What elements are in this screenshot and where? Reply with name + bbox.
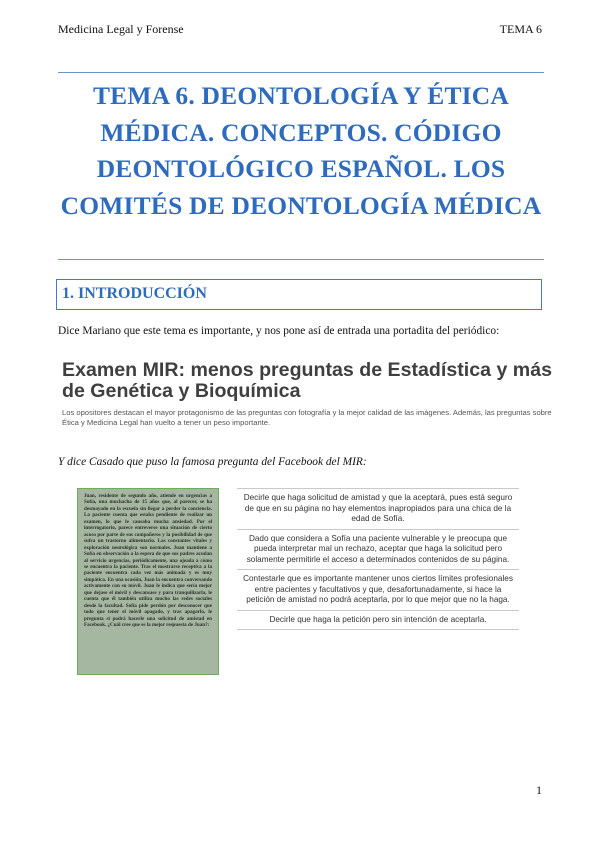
running-header-left: Medicina Legal y Forense bbox=[58, 22, 184, 36]
intro-paragraph: Dice Mariano que este tema es importante, y nos pone así de entrada una portadita del periódico: bbox=[58, 325, 500, 337]
mir-question-image bbox=[77, 488, 219, 675]
newspaper-clipping bbox=[62, 360, 552, 427]
news-subtitle: Los opositores destacan el mayor protagonismo de las preguntas con fotografía y la mejor calidad de las imágenes. Además, las preguntas sobre Ética y Medicina Legal han vuelto a tener un peso importante. bbox=[62, 408, 552, 427]
page-number: 1 bbox=[536, 783, 542, 797]
section-heading-box bbox=[56, 279, 542, 310]
answer-option-2: Dado que considera a Sofía una paciente vulnerable y le preocupa que pueda interpretar mal un rechazo, aceptar que haga la solicitud pero solamente permitirle el acceso a determinados contenidos de su página. bbox=[237, 530, 519, 571]
document-title: TEMA 6. DEONTOLOGÍA Y ÉTICA MÉDICA. CONCEPTOS. CÓDIGO DEONTOLÓGICO ESPAÑOL. LOS COMITÉS DE DEONTOLOGÍA MÉDICA bbox=[60, 81, 542, 220]
title-rule-bottom bbox=[58, 259, 544, 260]
section-heading: 1. INTRODUCCIÓN bbox=[62, 285, 207, 302]
running-header-right: TEMA 6 bbox=[499, 22, 542, 36]
answer-options bbox=[237, 488, 519, 630]
answer-option-3: Contestarle que es importante mantener unos ciertos límites profesionales entre pacientes y facultativos y que, desafortunadamente, si hace la petición de amistad no podrá aceptarla, por lo que mejor que no la haga. bbox=[237, 570, 519, 611]
mir-question-text: Juan, residente de segundo año, atiende en urgencias a Sofía, una muchacha de 15 años que, al parecer, se ha desmayado en la escuela sin llegar a perder la conciencia. La paciente cuenta que estaba pendiente de realizar un examen, lo que le causaba mucha ansiedad. Por el interrogatorio, parece entreverse una situación de cierto acoso por parte de sus compañeros y la posibilidad de que sufra un trastorno alimentario. Las constantes vitales y exploración neurológica son normales. Juan mantiene a Sofía en observación a la espera de que sus padres acudan al servicio urgencias, periódicamente, una ojeada a cómo se encuentra la paciente. Tras el mostrarse receptiva a la paciente encuentra cada vez más animada y es muy simpática. En una ocasión, Juan la encuentra conversando activamente con su móvil. Juan le indica que sería mejor que dejase el móvil y descansase y para tranquilizarla, le cuenta que él también utiliza mucho las redes sociales desde la facultad. Sofía pide perdón por desconocer que todo que tener el móvil apagado, y tras apagarlo, le pregunta si podrá hacerle una solicitud de amistad en Facebook. ¿Cuál cree que es la mejor respuesta de Juan?: bbox=[84, 493, 212, 629]
answer-option-4: Decirle que haga la petición pero sin intención de aceptarla. bbox=[237, 611, 519, 631]
title-rule-top bbox=[58, 72, 544, 73]
answer-option-1: Decirle que haga solicitud de amistad y que la aceptará, pues está seguro de que en su página no hay elementos inapropiados para una chica de la edad de Sofía. bbox=[237, 488, 519, 530]
news-headline: Examen MIR: menos preguntas de Estadística y más de Genética y Bioquímica bbox=[62, 359, 553, 402]
casado-line: Y dice Casado que puso la famosa pregunta del Facebook del MIR: bbox=[58, 456, 367, 468]
